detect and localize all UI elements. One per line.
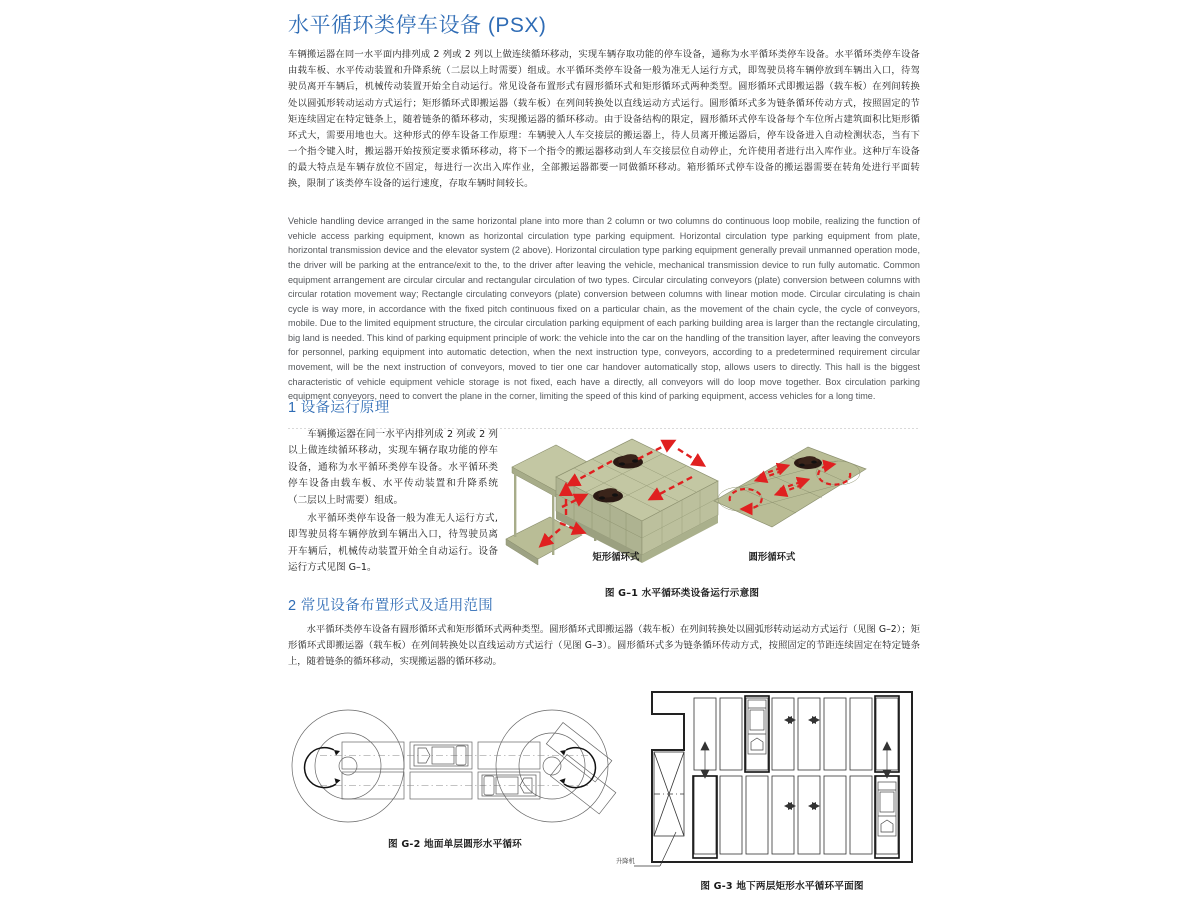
figure-g2-caption-wrap xyxy=(290,836,620,850)
elevator-leader-line xyxy=(634,832,676,866)
section-1 xyxy=(288,396,920,617)
figure-g3-illustration xyxy=(646,690,918,878)
page-content-column xyxy=(288,0,920,900)
figure-g2-illustration xyxy=(290,700,620,840)
elevator-shaft xyxy=(654,752,684,836)
figure-g1-label-circular: 圆形循环式 xyxy=(748,552,796,563)
figure-g3-caption: 图 G-3 地下两层矩形水平循环平面图 xyxy=(700,881,864,892)
figure-g3-caption-wrap xyxy=(646,878,918,892)
intro-paragraph-chinese: 车辆搬运器在同一水平面内排列成 2 列或 2 列以上做连续循环移动，实现车辆存取功能的停车设备，通称为水平循环类停车设备。水平循环类停车设备由载车板、水平传动装置和升降系统（二层以上时需要）组成。水平循环类停车设备一般为准无人运行方式，即驾驶员将车辆停放到车辆出入口，待驾驶员离开车辆后，机械传动装置开始全自动运行。常见设备布置形式有圆形循环式和矩形循环式两种类型。圆形循环式即搬运器（载车板）在列间转换处以圆弧形转动运动方式运行；矩形循环式即搬运器（载车板）在列间转换处以直线运动方式运行。圆形循环式多为链条循环传动方式，按照固定的节矩连续固定在特定链条上，随着链条的循环移动，实现搬运器的循环移动。由于设备结构的限定，圆形循环式停车设备每个车位所占建筑面积比矩形循环式大，需要用地也大。这种形式的停车设备工作原理：车辆驶入人车交接层的搬运器上，待人员离开搬运器后，停车设备进入自动检测状态，当有下一个指令键入时，搬运器开始按预定要求循环移动，将下一个指令的搬运器移动到人车交接层位自动停止，允许使用者进行出入库作业。这种厅车设备的最大特点是车辆存放位不固定，每进行一次出入库作业，全部搬运器都要一同做循环移动。箱形循环式停车设备的搬运器需要在转角处进行平面转换，限制了该类停车设备的运行速度，存取车辆时间较长。 xyxy=(288,49,920,190)
section-2-heading: 2 常见设备布置形式及适用范围 xyxy=(288,598,494,614)
figure-g1-caption: 图 G–1 水平循环类设备运行示意图 xyxy=(604,588,760,599)
car-plan-icon xyxy=(878,782,896,836)
bottom-figures xyxy=(288,690,920,900)
intro-paragraph-english: Vehicle handling device arranged in the same horizontal plane into more than 2 column or two columns do continuous loop mobile, realizing the function of vehicle access parking equipment, known as horizontal circulation type parking equipment. Horizontal circulation type parking equipment from plate, horizontal transmission device and the elevator system (2 above). Horizontal circulation type parking equipment generally prevail unmanned operation mode, the driver will be parking at the entrance/exit to the, to the driver after leaving the vehicle, mechanical transmission device to run fully automatic. Common equipment arrangement are circular circular and rectangular circulation of two types. Circular circulating conveyors (plate) conversion between columns with circular rotation movement way; Rectangle circulating conveyors (plate) conversion between columns with linear motion mode. Circular circulating is chain cycle is way more, in accordance with the fixed pitch continuous fixed on a particular chain, as the movement of the chain cycle, the cycle of conveyors, mobile. Due to the limited equipment structure, the circular circulation parking equipment of each parking building area is larger than the rectangle circulating, big land is needed. This kind of parking equipment principle of work: the vehicle into the car on the handling of the transition layer, after leaving the conveyors for personnel, parking equipment into automatic detection, when the next instruction type, conveyors, according to a predetermined requirement circular movement, will be the next instruction of conveyors, moved to tier one car handover automatically stop, allows users to directly. This hall is the biggest characteristic of vehicle equipment vehicle storage is not fixed, each have a directly, all conveyors will do loop move together. Box circulation parking equipment conveyors, need to convert the plane in the corner, limiting the speed of this kind of parking equipment, access vehicles for a long time. xyxy=(288,216,920,402)
section-1-heading: 1 设备运行原理 xyxy=(288,400,390,416)
section-1-paragraph-2: 水平循环类停车设备一般为准无人运行方式,即驾驶员将车辆停放到车辆出入口，待驾驶员离开车辆后，机械传动装置开始全自动运行。设备运行方式见图 G–1。 xyxy=(288,513,498,574)
rotation-arrow-icon xyxy=(305,748,596,788)
figure-g3 xyxy=(616,690,918,880)
car-plan-icon xyxy=(748,700,766,754)
horizontal-motion-arrow-icon xyxy=(784,716,820,810)
figure-g1-circular-illustration xyxy=(710,439,870,549)
section-1-paragraph-1: 车辆搬运器在同一水平内排列成 2 列或 2 列以上做连续循环移动，实现车辆存取功能的停车设备，通称为水平循环类停车设备。水平循环类停车设备由载车板、水平传动装置和升降系统（二层以上时需要）组成。 xyxy=(288,429,498,506)
section-2 xyxy=(288,594,920,671)
elevator-label: 升降机 xyxy=(616,858,635,865)
page-title: 水平循环类停车设备 (PSX) xyxy=(288,14,547,37)
section-2-paragraph: 水平循环类停车设备有圆形循环式和矩形循环式两种类型。圆形循环式即搬运器（载车板）在列间转换处以圆弧形转动运动方式运行（见图 G–2）；矩形循环式即搬运器（载车板）在列间转换处以直线运动方式运行（见图 G–3）。圆形循环式多为链条循环传动方式，按照固定的节距连续固定在特定链条上，随着链条的循环移动，实现搬运器的循环移动。 xyxy=(288,624,920,668)
figure-g2-caption: 图 G-2 地面单层圆形水平循环 xyxy=(388,839,522,850)
section-1-body xyxy=(288,427,498,577)
figure-g1 xyxy=(504,427,920,617)
vertical-motion-arrow-icon xyxy=(701,742,891,778)
figure-g1-label-rectangular: 矩形循环式 xyxy=(592,552,640,563)
